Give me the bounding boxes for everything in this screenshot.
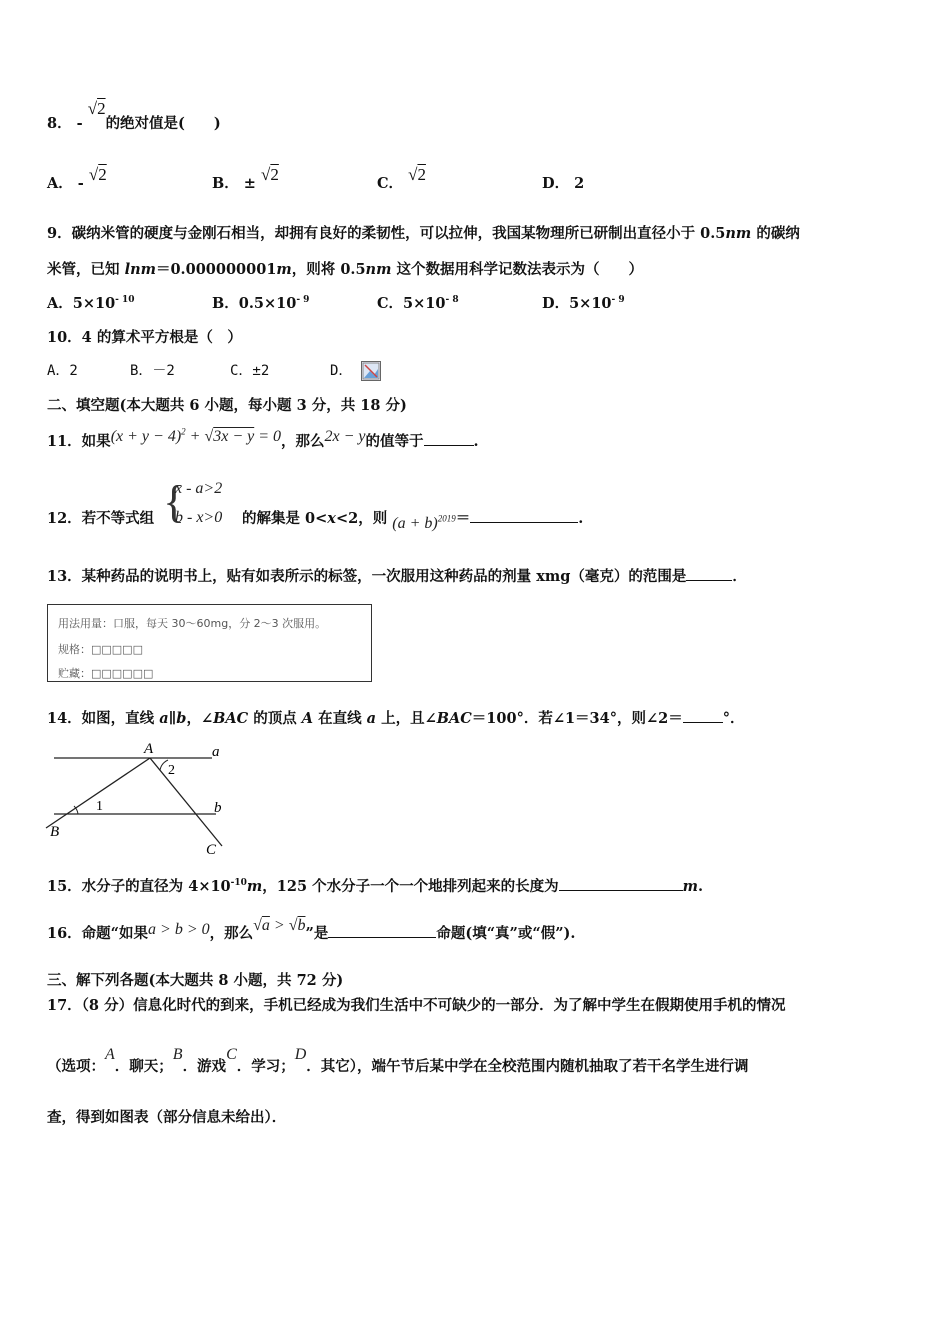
q9-option-b: B．$0.5\times 10^{- 9}$ [212, 295, 310, 312]
medicine-label [47, 604, 372, 682]
q9-line1: 9．碳纳米管的硬度与金刚石相当，却拥有良好的柔韧性，可以拉伸，我国某物理所已研制出直径小于 0.5nm 的碳纳 [47, 225, 800, 242]
label-storage: 贮藏：□□□□□□ [58, 667, 154, 680]
fig-label-A: A [144, 741, 154, 757]
section-2-heading: 二、填空题(本大题共 6 小题，每小题 3 分，共 18 分) [47, 397, 407, 414]
line-ab [46, 758, 150, 828]
angle-2-arc [160, 760, 168, 770]
q12-answer-blank[interactable] [470, 509, 578, 523]
q12-pre: 12．若不等式组 [47, 510, 155, 527]
q13-answer-blank[interactable] [686, 567, 732, 581]
q12-brace: { [163, 476, 186, 527]
q14-answer-blank[interactable] [683, 709, 723, 723]
fig-label-a: a [212, 744, 220, 760]
q13: 13．某种药品的说明书上，贴有如表所示的标签，一次服用这种药品的剂量 xmg（毫克）的范围是 ． [47, 568, 747, 585]
broken-image-icon [361, 361, 381, 381]
q17-line2: （选项：A．聊天；B．游戏C．学习；D．其它），端午节后某中学在全校范围内随机抽取了若干名学生进行调 [47, 1046, 749, 1075]
q8-option-b: B． ± √2 [212, 165, 279, 192]
fig-label-b: b [214, 800, 222, 816]
q9-option-c: C．$5\times 10^{- 8}$ [377, 295, 459, 312]
q8-option-d: D． 2 [542, 175, 585, 192]
sqrt-symbol: √2 [261, 165, 279, 184]
q14-figure [40, 738, 240, 860]
q16-answer-blank[interactable] [328, 924, 436, 938]
q10-option-d: D． [330, 360, 381, 381]
q9-option-d: D．$5\times 10^{- 9}$ [542, 295, 625, 312]
q10-stem: 10．4 的算术平方根是（ ） [47, 329, 242, 346]
q10-option-b: B．－2 [130, 363, 175, 379]
q12-inequality-2: b - x>0 [175, 509, 223, 526]
q17-line3: 查，得到如图表（部分信息未给出）． [47, 1109, 287, 1126]
q10-option-c: C．±2 [230, 363, 270, 379]
q9-line2: 米管，已知 lnm＝0.000000001m，则将 0.5nm 这个数据用科学记数法表示为（ ） [47, 261, 643, 278]
fig-label-1: 1 [96, 799, 103, 814]
q11: 11．如果$(x + y - 4)^2 + √3x - y = 0$，那么2x − y的值等于 . [47, 426, 479, 450]
line-ac [150, 758, 222, 846]
fig-label-B: B [50, 824, 60, 840]
q14: 14．如图，直线 a∥b，∠BAC 的顶点 A 在直线 a 上，且∠BAC＝100°．若∠1＝34°，则∠2＝ °． [47, 710, 745, 727]
section-3-heading: 三、解下列各题(本大题共 8 小题，共 72 分) [47, 972, 344, 989]
q8-option-c: C． √2 [377, 165, 426, 192]
q17-line1: 17．（8 分）信息化时代的到来，手机已经成为我们生活中不可缺少的一部分．为了解中学生在假期使用手机的情况 [47, 997, 786, 1014]
q8-option-a: A． - √2 [47, 165, 107, 192]
q12-inequality-1: x - a>2 [175, 480, 223, 497]
label-dosage: 用法用量：口服，每天 30～60mg，分 2～3 次服用。 [58, 617, 327, 630]
q10-option-a: A．2 [47, 363, 78, 379]
sqrt-symbol: √2 [88, 165, 107, 184]
q9-option-a: A．$5\times 10^{- 10}$ [47, 295, 135, 312]
fig-label-2: 2 [168, 763, 175, 778]
q16: 16．命题“如果a > b > 0，那么√a > √b”是 命题(填“真”或“假”). [47, 917, 576, 942]
q15: 15．水分子的直径为 $4\times 10^{-10}m$，125 个水分子一个一个地排列起来的长度为 m. [47, 878, 703, 895]
q8-stem: 8． - √2的绝对值是( ) [47, 99, 221, 132]
label-spec: 规格：□□□□□ [58, 643, 143, 656]
q11-answer-blank[interactable] [424, 432, 474, 446]
fig-label-C: C [206, 842, 217, 858]
q12-tail: 的解集是 0<x<2，则 $(a + b)^{2019}=$ . [242, 510, 584, 532]
sqrt-symbol: √2 [408, 165, 426, 184]
q15-answer-blank[interactable] [559, 877, 683, 891]
sqrt-symbol: √2 [87, 99, 106, 118]
